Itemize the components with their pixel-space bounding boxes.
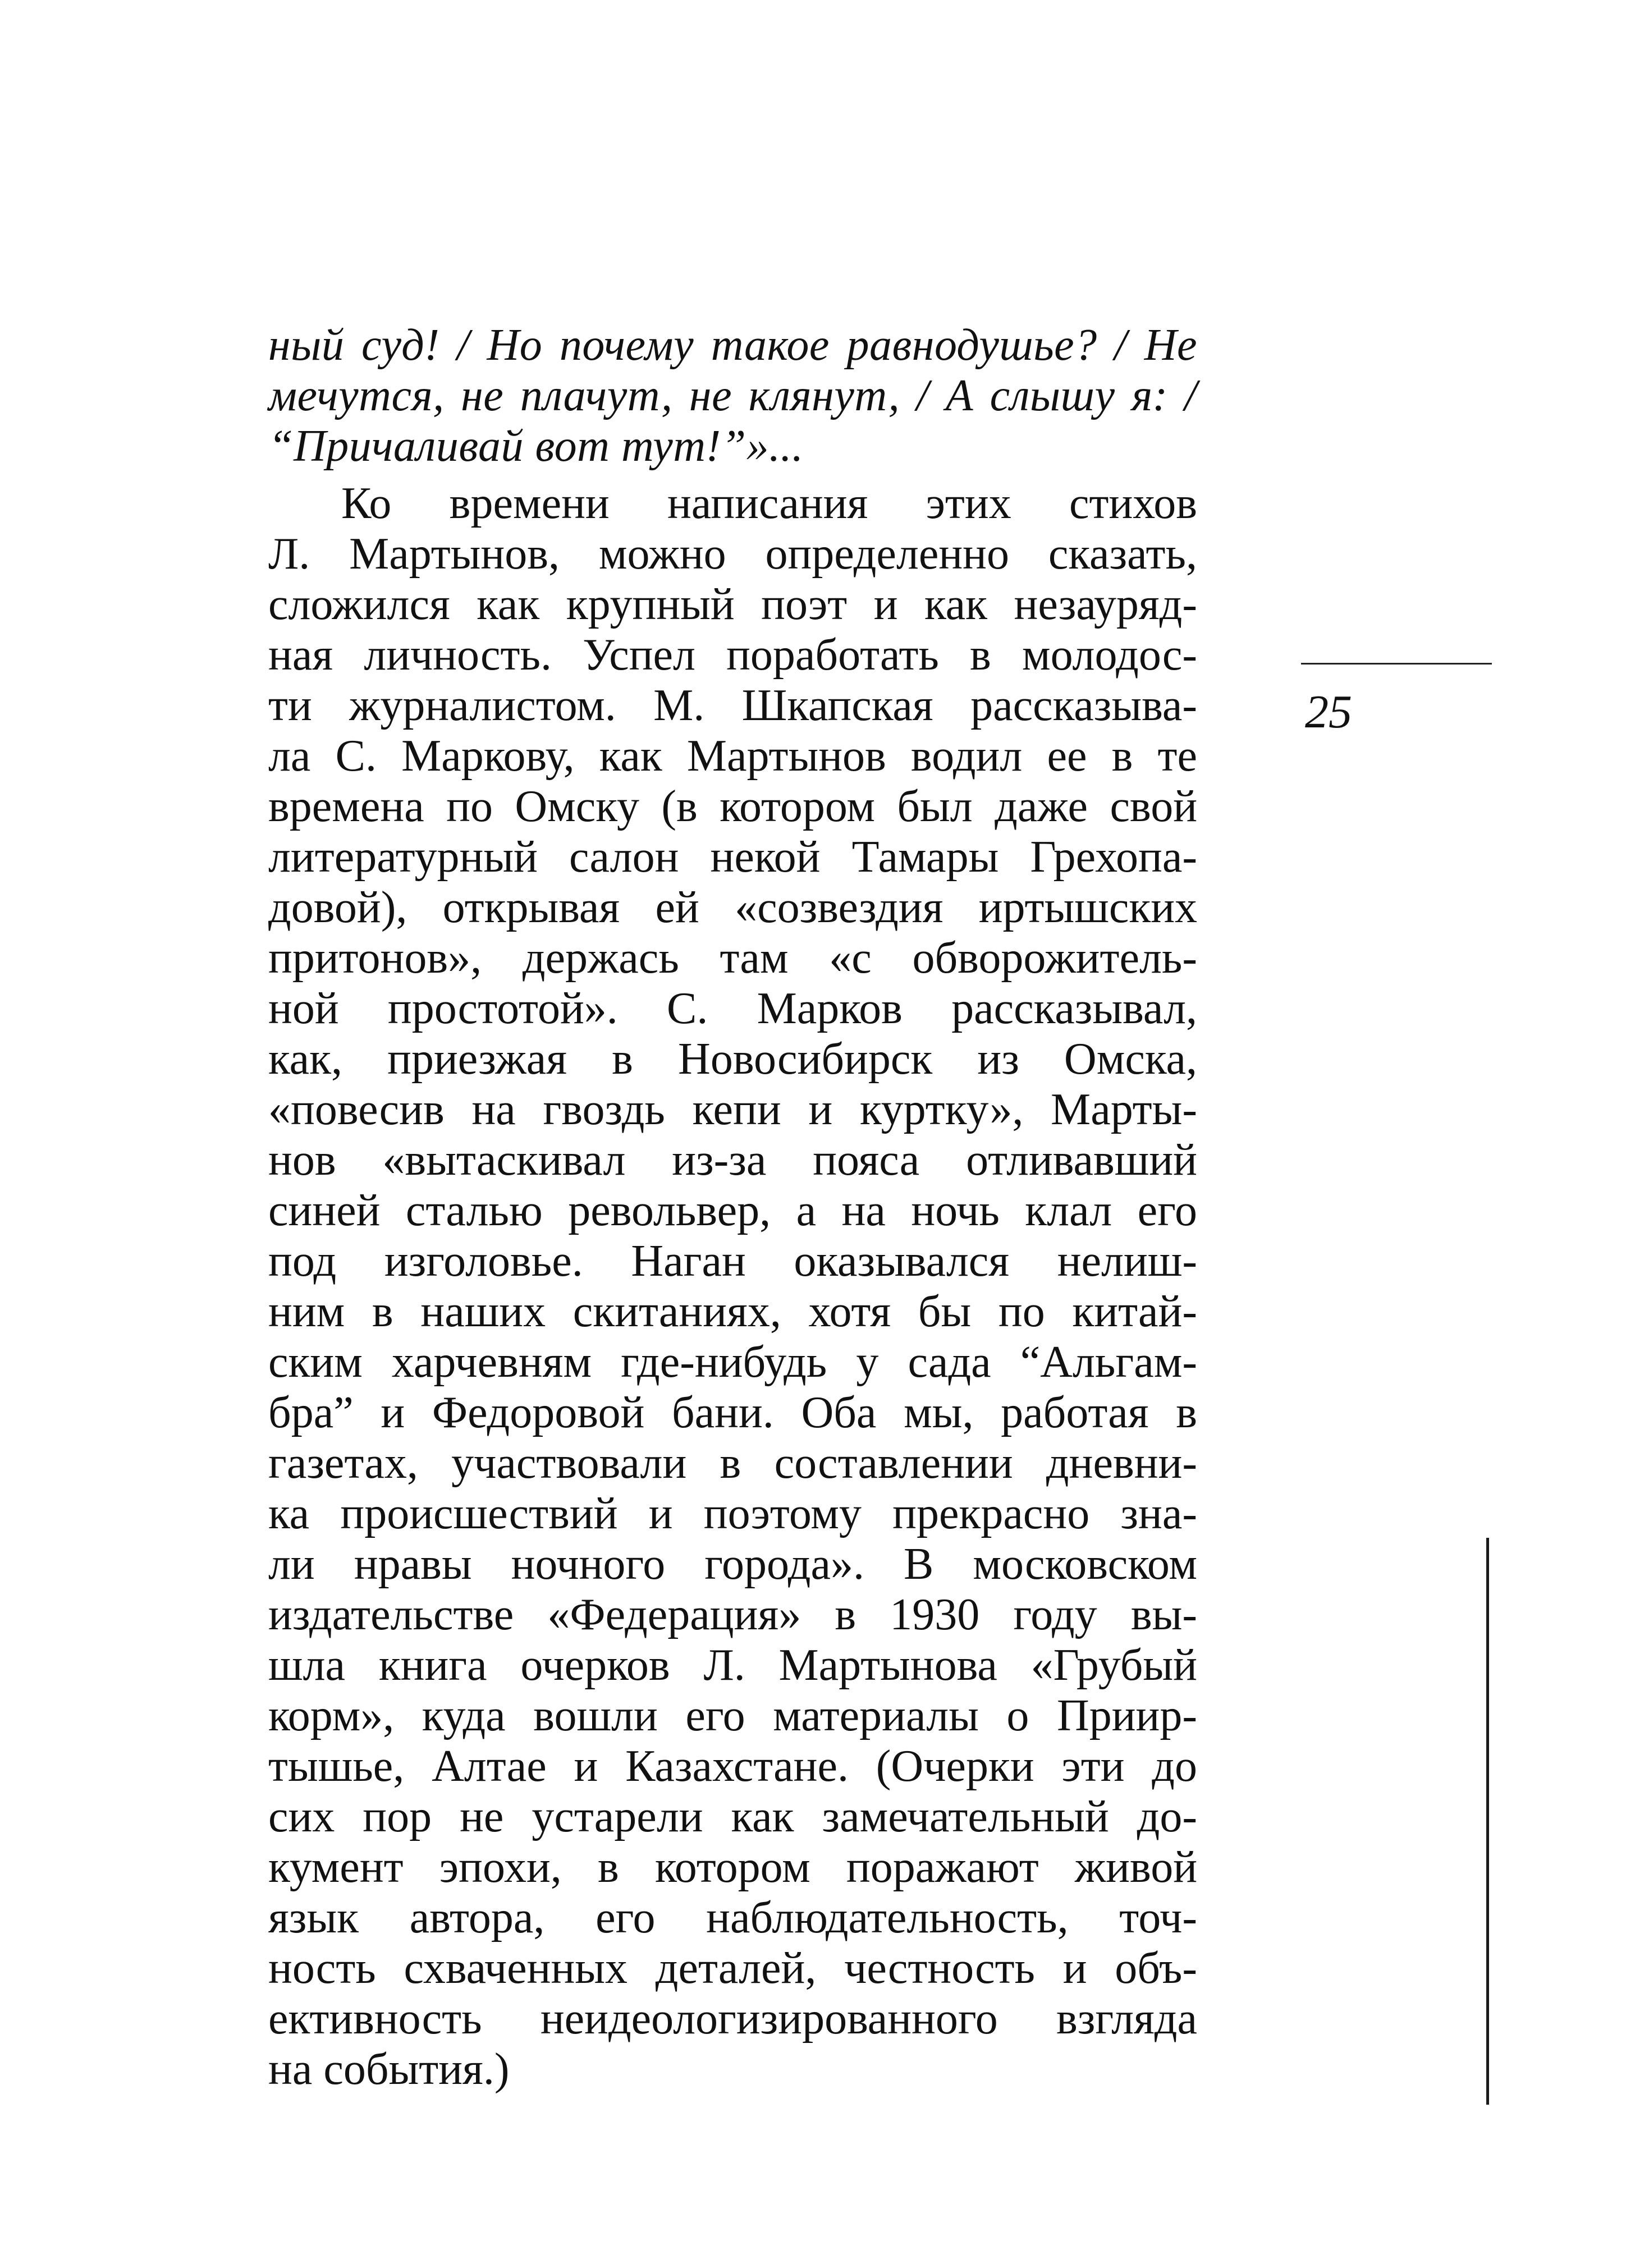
page-number: 25: [1305, 686, 1352, 738]
paragraph-line: язык автора, его наблюдательность, точ-: [268, 1893, 1197, 1942]
page-text: [268, 320, 1197, 2095]
paragraph-line: шла книга очерков Л. Мартынова «Грубый: [268, 1641, 1197, 1690]
paragraph-line: синей сталью револьвер, а на ночь клал его: [268, 1186, 1197, 1235]
paragraph-line: нов «вытаскивал из-за пояса отливавший: [268, 1135, 1197, 1185]
paragraph-line: издательстве «Федерация» в 1930 году вы-: [268, 1590, 1197, 1639]
paragraph-line: корм», куда вошли его материалы о Прииp-: [268, 1691, 1197, 1740]
verse-line: “Причаливай вот тут!”»...: [268, 421, 804, 471]
paragraph-line: сложился как крупный поэт и как незауряд-: [268, 580, 1197, 629]
verse-quote: [268, 320, 1197, 471]
paragraph-line: «повесив на гвоздь кепи и куртку», Марты-: [268, 1085, 1197, 1134]
paragraph-line: ная личность. Успел поработать в молодос-: [268, 630, 1197, 680]
paragraph-line: сих пор не устарели как замечательный до-: [268, 1792, 1197, 1841]
paragraph-line: притонов», держась там «с обворожитель-: [268, 933, 1197, 983]
verse-line: мечутся, не плачут, не клянут, / А слышу я: /: [268, 371, 1197, 420]
paragraph-line: бра” и Федоровой бани. Оба мы, работая в: [268, 1388, 1197, 1437]
paragraph-line: ла С. Маркову, как Мартынов водил ее в те: [268, 731, 1197, 781]
paragraph-line: Ко времени написания этих стихов: [341, 479, 1197, 528]
body-paragraph: [268, 478, 1197, 2095]
paragraph-line: ним в наших скитаниях, хотя бы по китай-: [268, 1287, 1197, 1336]
paragraph-line: ективность неидеологизированного взгляда: [268, 1994, 1197, 2044]
paragraph-line: ка происшествий и поэтому прекрасно зна-: [268, 1489, 1197, 1538]
paragraph-line: довой), открывая ей «созвездия иртышских: [268, 883, 1197, 932]
paragraph-line: времена по Омску (в котором был даже свой: [268, 782, 1197, 831]
margin-rule: [1301, 663, 1492, 665]
verse-line: ный суд! / Но почему такое равнодушье? / Не: [268, 320, 1197, 370]
paragraph-line: газетах, участвовали в составлении дневни-: [268, 1438, 1197, 1488]
paragraph-line: ность схваченных деталей, честность и объ-: [268, 1944, 1197, 1993]
paragraph-line: на события.): [268, 2045, 510, 2094]
paragraph-line: Л. Мартынов, можно определенно сказать,: [268, 529, 1197, 579]
paragraph-line: кумент эпохи, в котором поражают живой: [268, 1843, 1197, 1892]
paragraph-line: ли нравы ночного города». В московском: [268, 1540, 1197, 1589]
paragraph-line: как, приезжая в Новосибирск из Омска,: [268, 1034, 1197, 1084]
paragraph-line: ти журналистом. М. Шкапская рассказыва-: [268, 681, 1197, 730]
page-edge-mark: [1486, 1538, 1489, 2105]
paragraph-line: ной простотой». С. Марков рассказывал,: [268, 984, 1197, 1033]
paragraph-line: ским харчевням где-нибудь у сада “Альгам-: [268, 1337, 1197, 1387]
paragraph-line: под изголовье. Наган оказывался нелиш-: [268, 1236, 1197, 1286]
paragraph-line: тышье, Алтае и Казахстане. (Очерки эти до: [268, 1742, 1197, 1791]
paragraph-line: литературный салон некой Тамары Грехопа-: [268, 832, 1197, 882]
